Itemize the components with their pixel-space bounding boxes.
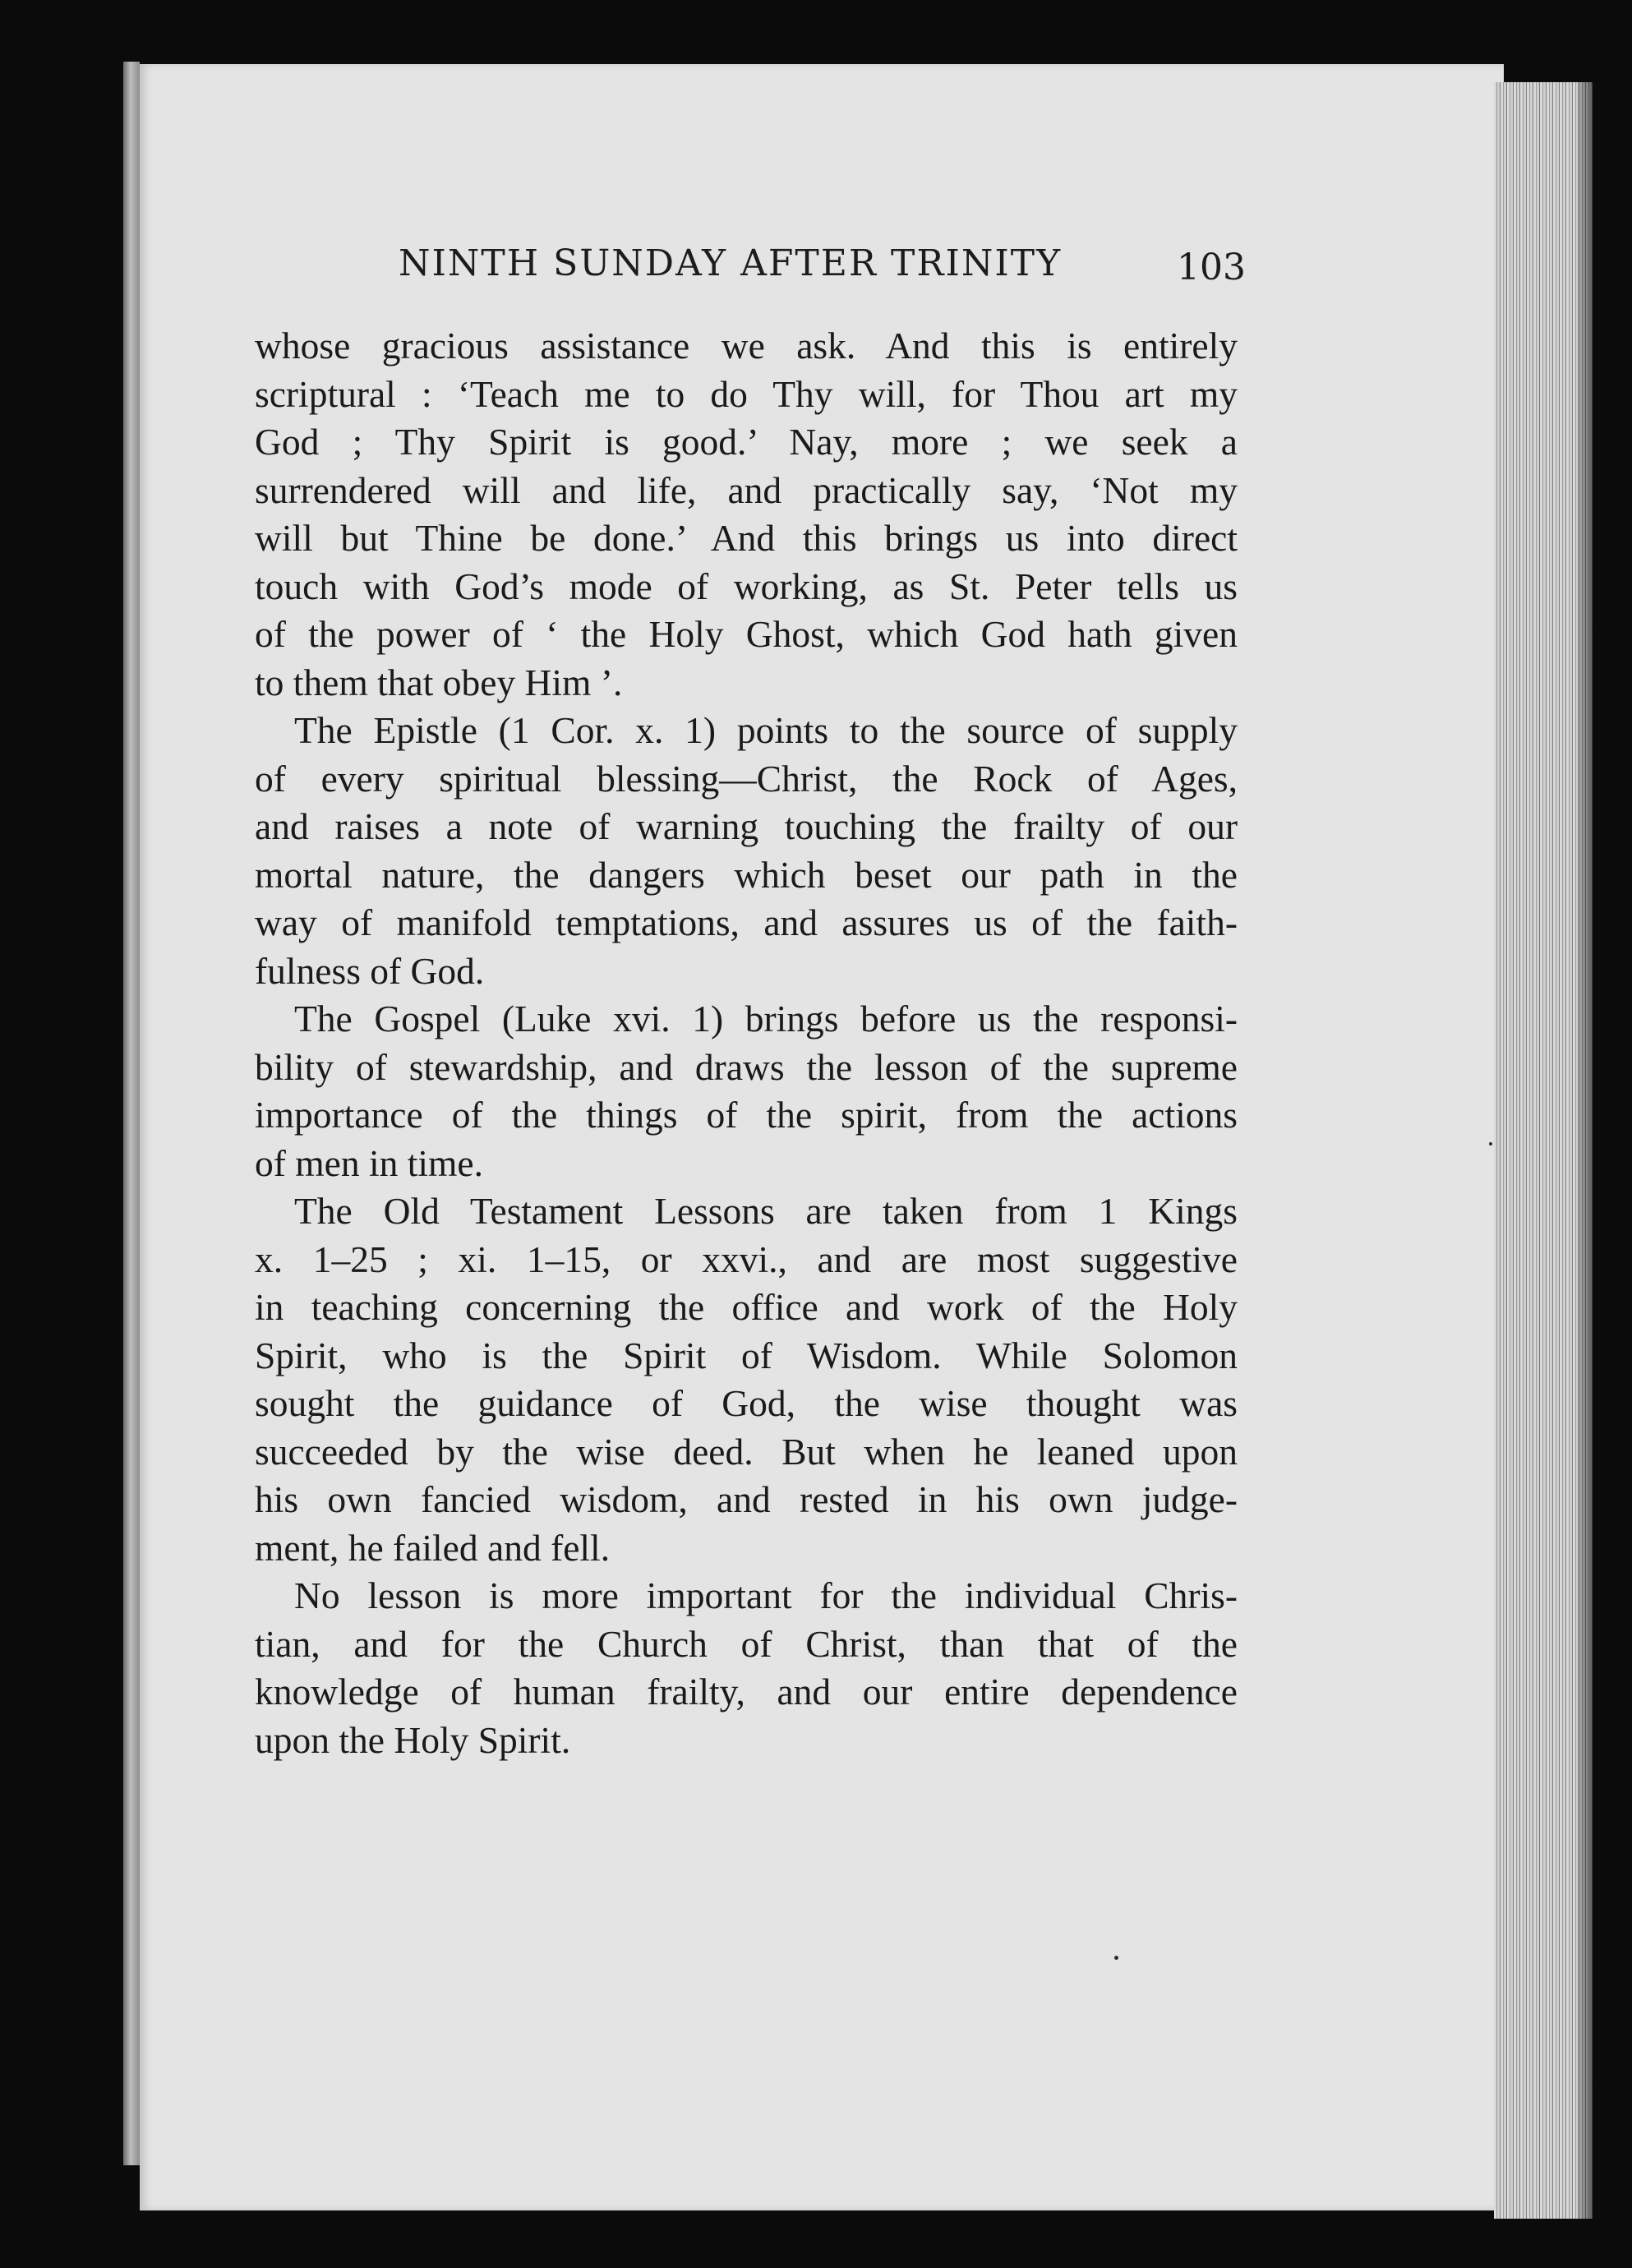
- text-line: knowledge of human frailty, and our entire dependence: [255, 1671, 1238, 1713]
- text-line: of the power of ‘ the Holy Ghost, which God hath given: [255, 613, 1238, 655]
- text-line: touch with God’s mode of working, as St. Peter tells us: [255, 565, 1238, 607]
- text-line: surrendered will and life, and practically say, ‘Not my: [255, 468, 1238, 511]
- page-number: 103: [1177, 247, 1246, 288]
- paragraph: [255, 995, 1238, 1187]
- text-line: mortal nature, the dangers which beset our path in the: [255, 853, 1238, 896]
- text-line: of every spiritual blessing—Christ, the Rock of Ages,: [255, 757, 1238, 800]
- text-line: tian, and for the Church of Christ, than that of the: [255, 1622, 1238, 1665]
- running-head-title: NINTH SUNDAY AFTER TRINITY: [399, 242, 1063, 284]
- text-line: scriptural : ‘Teach me to do Thy will, for Thou art my: [255, 372, 1238, 415]
- text-line: God ; Thy Spirit is good.’ Nay, more ; we seek a: [255, 421, 1238, 463]
- text-line: bility of stewardship, and draws the lesson of the supreme: [255, 1045, 1238, 1088]
- text-line: x. 1–25 ; xi. 1–15, or xxvi., and are most suggestive: [255, 1238, 1238, 1280]
- text-line: The Old Testament Lessons are taken from 1 Kings: [294, 1190, 1238, 1232]
- scan-speck: [1489, 1142, 1492, 1146]
- text-line: in teaching concerning the office and work of the Holy: [255, 1286, 1238, 1328]
- text-line: to them that obey Him ’.: [255, 661, 623, 703]
- text-line: of men in time.: [255, 1141, 483, 1184]
- text-line: fulness of God.: [255, 949, 485, 992]
- text-line: importance of the things of the spirit, from the actions: [255, 1094, 1238, 1136]
- page-stack-shadow: [1578, 82, 1611, 2219]
- text-line: The Gospel (Luke xvi. 1) brings before us the responsi-: [294, 998, 1238, 1040]
- text-line: The Epistle (1 Cor. x. 1) points to the source of supply: [294, 709, 1238, 751]
- scan-speck: [1114, 1956, 1118, 1960]
- paragraph: [255, 707, 1238, 995]
- text-line: succeeded by the wise deed. But when he leaned upon: [255, 1430, 1238, 1473]
- text-line: sought the guidance of God, the wise thought was: [255, 1382, 1238, 1424]
- text-line: way of manifold temptations, and assures us of the faith-: [255, 901, 1238, 943]
- binding-edge: [123, 62, 140, 2165]
- paragraph: [255, 322, 1238, 707]
- text-line: upon the Holy Spirit.: [255, 1718, 571, 1761]
- paragraph: [255, 1187, 1238, 1572]
- text-line: Spirit, who is the Spirit of Wisdom. While Solomon: [255, 1334, 1238, 1376]
- text-line: whose gracious assistance we ask. And this is entirely: [255, 325, 1238, 366]
- text-line: No lesson is more important for the individual Chris-: [294, 1574, 1238, 1616]
- text-line: his own fancied wisdom, and rested in his own judge-: [255, 1478, 1238, 1520]
- body-text: [255, 322, 1238, 1764]
- text-line: ment, he failed and fell.: [255, 1526, 611, 1569]
- text-line: and raises a note of warning touching the frailty of our: [255, 805, 1238, 847]
- paragraph: [255, 1572, 1238, 1764]
- text-line: will but Thine be done.’ And this brings us into direct: [255, 517, 1238, 559]
